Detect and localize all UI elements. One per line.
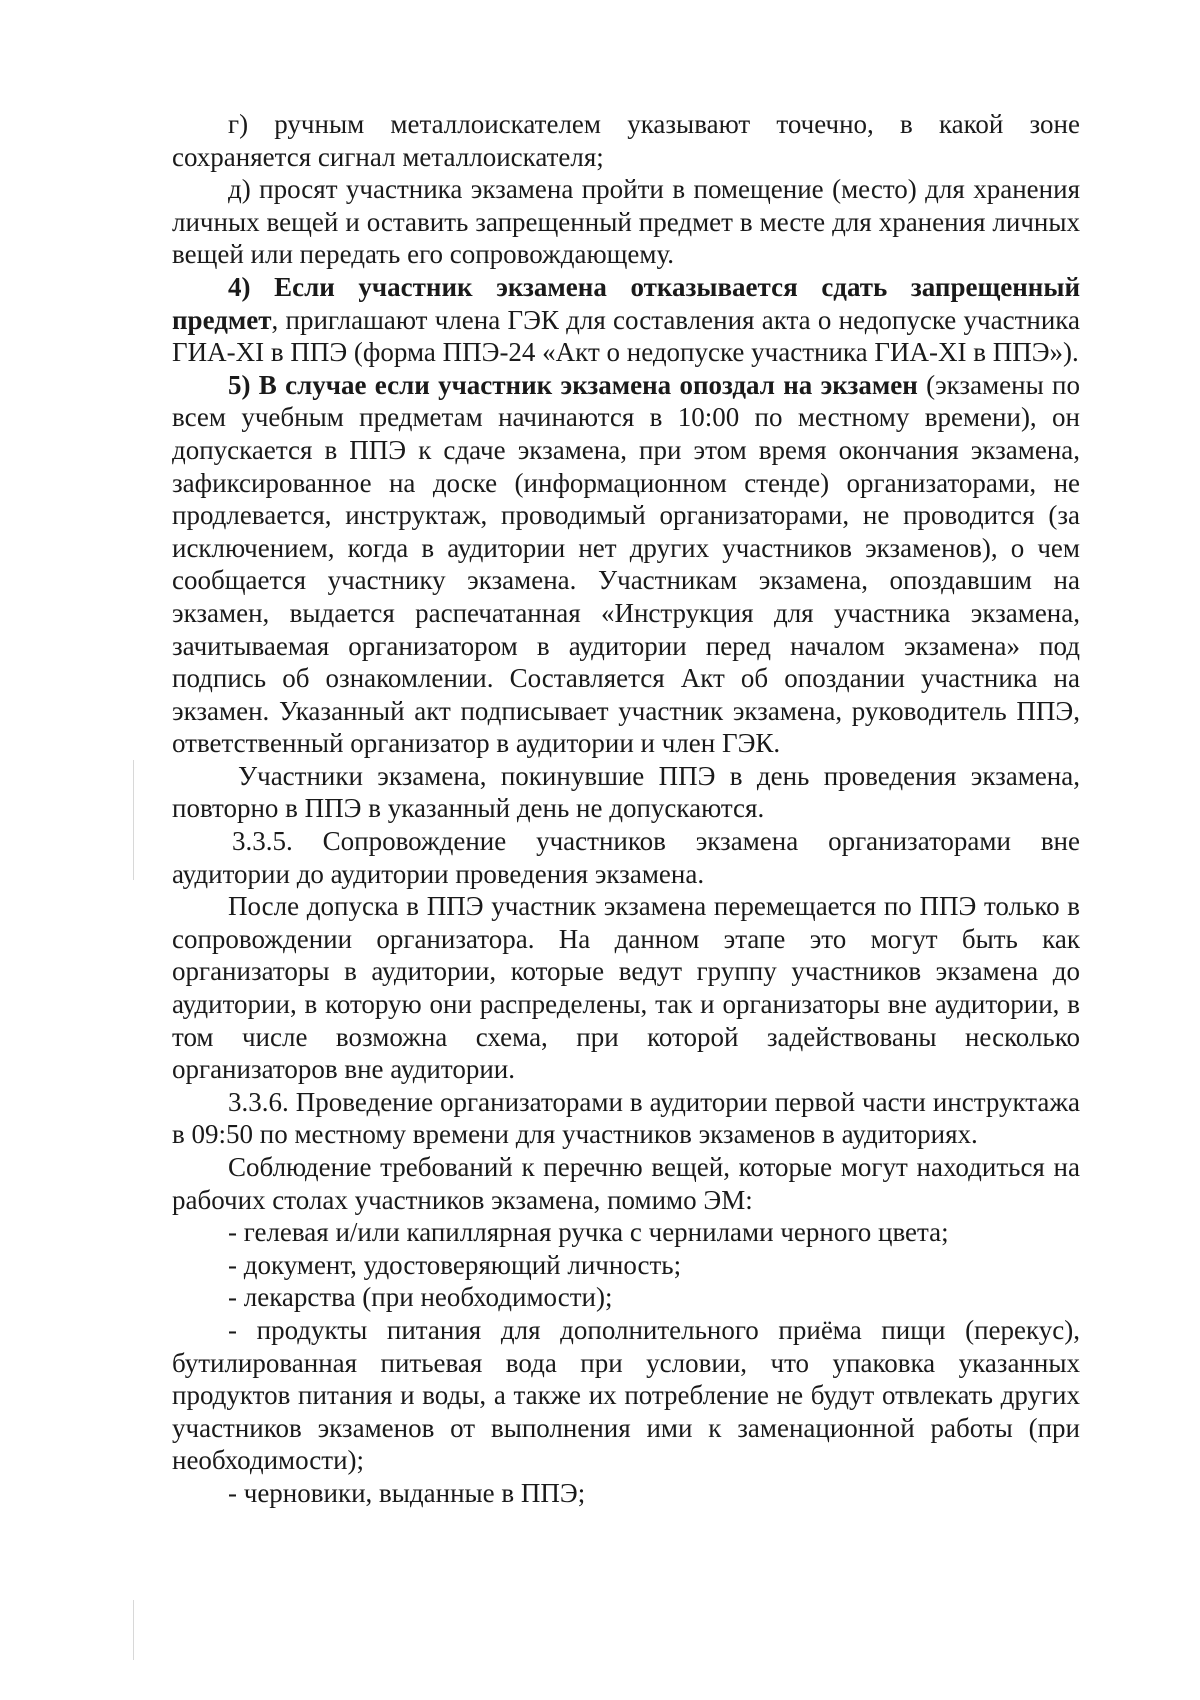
paragraph-left-participants: Участники экзамена, покинувшие ППЭ в день проведения экзамена, повторно в ППЭ в указанный день не допускаются. [172,760,1080,824]
scan-artifact [133,760,134,880]
paragraph-escort: После допуска в ППЭ участник экзамена перемещается по ППЭ только в сопровождении организатора. На данном этапе это могут быть как организаторы в аудитории, которые ведут группу участников экзамена до аудитории, в которую они распределены, так и организаторы вне аудитории, в том числе возможна схема, при которой задействованы несколько организаторов вне аудитории. [172,891,1080,1085]
paragraph-late-arrival [172,369,1080,760]
late-arrival-heading: 5) В случае если участник экзамена опоздал на экзамен [228,369,918,400]
list-item: - черновики, выданные в ППЭ; [228,1477,586,1508]
paragraph-desk-items: Соблюдение требований к перечню вещей, которые могут находиться на рабочих столах участников экзамена, помимо ЭМ: [172,1152,1080,1215]
paragraph-refusal [172,271,1080,369]
document-body [172,108,1080,1510]
section-3-3-6: 3.3.6. Проведение организаторами в аудитории первой части инструктажа в 09:50 по местному времени для участников экзаменов в аудиториях. [172,1086,1080,1150]
refusal-heading: 4) Если участник экзамена отказывается сдать запрещенный предмет [172,271,1080,335]
section-3-3-5: 3.3.5. Сопровождение участников экзамена организаторами вне аудитории до аудитории проведения экзамена. [172,826,1080,889]
paragraph-item-g: г) ручным металлоискателем указывают точечно, в какой зоне сохраняется сигнал металлоискателя; [172,109,1080,172]
list-item: - продукты питания для дополнительного приёма пищи (перекус), бутилированная питьевая вода при условии, что упаковка указанных продуктов питания и воды, а также их потребление не будут отвлекать других участников экзаменов от выполнения ими к заменационной работы (при необходимости); [172,1314,1080,1476]
late-arrival-text: (экзамены по всем учебным предметам начинаются в 10:00 по местному времени), он допускается в ППЭ к сдаче экзамена, при этом время окончания экзамена, зафиксированное на доске (информационном стенде) организаторами, не продлевается, инструктаж, проводимый организаторами, не проводится (за исключением, когда в аудитории нет других участников экзаменов), о чем сообщается участнику экзамена. Участникам экзамена, опоздавшим на экзамен, выдается распечатанная «Инструкция для участника экзамена, зачитываемая организатором в аудитории перед началом экзамена» под подпись об ознакомлении. Составляется Акт об опоздании участника на экзамен. Указанный акт подписывает участник экзамена, руководитель ППЭ, ответственный организатор в аудитории и член ГЭК. [172,369,1080,759]
list-item: - гелевая и/или капиллярная ручка с чернилами черного цвета; [228,1217,949,1248]
paragraph-item-d: д) просят участника экзамена пройти в помещение (место) для хранения личных вещей и оставить запрещенный предмет в месте для хранения личных вещей или передать его сопровождающему. [172,174,1080,270]
list-item: - лекарства (при необходимости); [228,1282,613,1313]
list-item: - документ, удостоверяющий личность; [228,1249,682,1280]
refusal-text: , приглашают члена ГЭК для составления акта о недопуске участника ГИА-XI в ППЭ (форма ППЭ-24 «Акт о недопуске участника ГИА-XI в ППЭ»). [172,304,1080,368]
scan-artifact [133,1600,134,1660]
